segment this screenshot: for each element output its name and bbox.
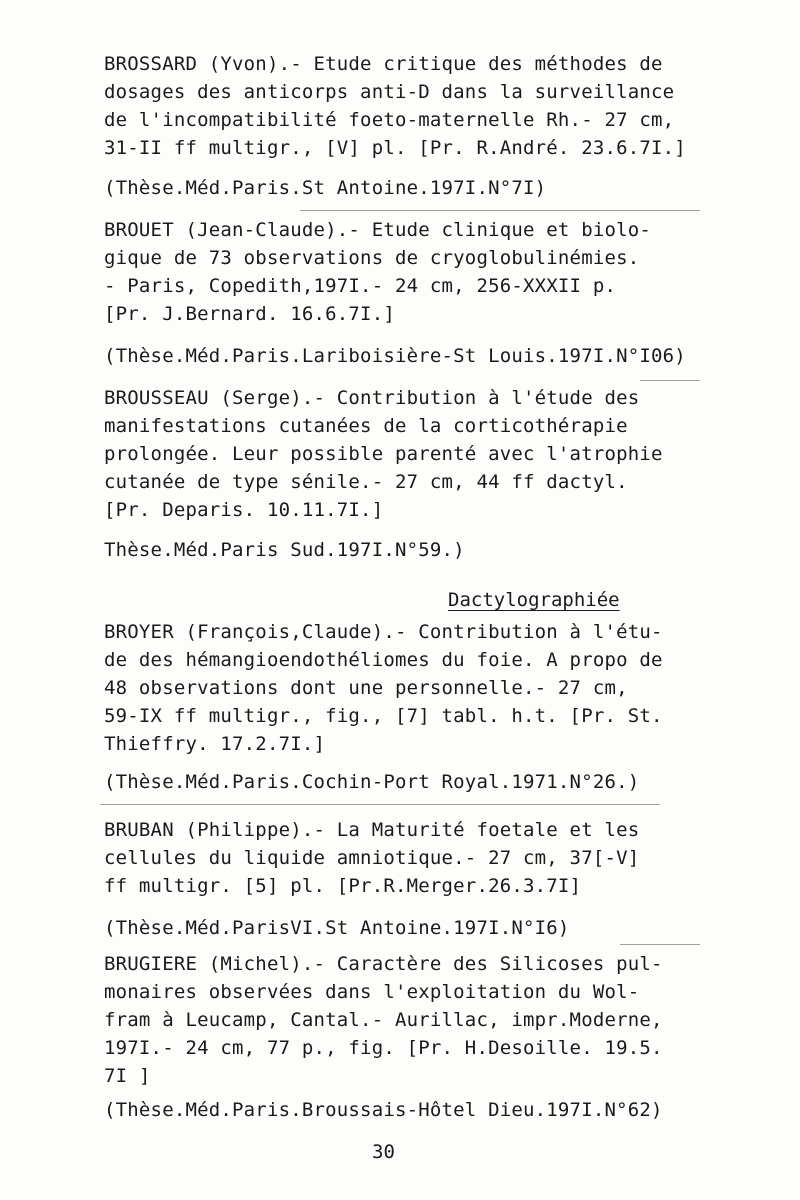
entry-line: 31-II ff multigr., [V] pl. [Pr. R.André. 23.6.7I.] <box>104 137 686 159</box>
entry-line: [Pr. Deparis. 10.11.7I.] <box>104 499 384 521</box>
thesis-reference: (Thèse.Méd.Paris.Broussais-Hôtel Dieu.197I.N°62) <box>104 1099 663 1121</box>
entry-line: BROUSSEAU (Serge).- Contribution à l'étude des <box>104 387 640 409</box>
entry-line: fram à Leucamp, Cantal.- Aurillac, impr.Moderne, <box>104 1009 663 1031</box>
bibliography-entry <box>104 618 704 758</box>
separator-rule <box>300 210 700 211</box>
entry-line: BROYER (François,Claude).- Contribution à l'étu- <box>104 621 663 643</box>
entry-line: 197I.- 24 cm, 77 p., fig. [Pr. H.Desoille. 19.5. <box>104 1037 663 1059</box>
bibliography-entry <box>104 950 704 1090</box>
thesis-reference: (Thèse.Méd.Paris.Lariboisière-St Louis.197I.N°I06) <box>104 345 686 367</box>
entry-line: [Pr. J.Bernard. 16.6.7I.] <box>104 303 395 325</box>
entry-line: - Paris, Copedith,197I.- 24 cm, 256-XXXII p. <box>104 275 617 297</box>
entry-line: 48 observations dont une personnelle.- 27 cm, <box>104 677 628 699</box>
bibliography-entry <box>104 816 704 900</box>
entry-line: BROUET (Jean-Claude).- Etude clinique et biolo- <box>104 219 652 241</box>
entry-line: gique de 73 observations de cryoglobulinémies. <box>104 247 640 269</box>
separator-rule <box>640 380 700 381</box>
entry-line: 59-IX ff multigr., fig., [7] tabl. h.t. [Pr. St. <box>104 705 663 727</box>
entry-line: de des hémangioendothéliomes du foie. A propo de <box>104 649 663 671</box>
bibliography-entry <box>104 384 704 524</box>
separator-rule <box>620 944 700 945</box>
entry-line: BRUGIERE (Michel).- Caractère des Silicoses pul- <box>104 953 663 975</box>
entry-line: prolongée. Leur possible parenté avec l'atrophie <box>104 443 663 465</box>
page-number: 30 <box>372 1141 395 1163</box>
entry-line: Thieffry. 17.2.7I.] <box>104 733 326 755</box>
entry-line: dosages des anticorps anti-D dans la surveillance <box>104 81 675 103</box>
thesis-reference: Thèse.Méd.Paris Sud.197I.N°59.) <box>104 539 465 561</box>
entry-line: 7I ] <box>104 1065 151 1087</box>
entry-line: ff multigr. [5] pl. [Pr.R.Merger.26.3.7I] <box>104 875 582 897</box>
entry-line: cutanée de type sénile.- 27 cm, 44 ff dactyl. <box>104 471 628 493</box>
thesis-reference: (Thèse.Méd.Paris.Cochin-Port Royal.1971.N°26.) <box>104 771 640 793</box>
thesis-reference: (Thèse.Méd.ParisVI.St Antoine.197I.N°I6) <box>104 917 570 939</box>
section-label: Dactylographiée <box>448 589 620 611</box>
entry-line: BROSSARD (Yvon).- Etude critique des méthodes de <box>104 53 663 75</box>
bibliography-entry <box>104 216 704 328</box>
entry-line: cellules du liquide amniotique.- 27 cm, 37[-V] <box>104 847 640 869</box>
bibliography-entry <box>104 50 704 162</box>
entry-line: monaires observées dans l'exploitation du Wol- <box>104 981 640 1003</box>
entry-line: de l'incompatibilité foeto-maternelle Rh.- 27 cm, <box>104 109 675 131</box>
entry-line: manifestations cutanées de la corticothérapie <box>104 415 628 437</box>
thesis-reference: (Thèse.Méd.Paris.St Antoine.197I.N°7I) <box>104 177 547 199</box>
entry-line: BRUBAN (Philippe).- La Maturité foetale et les <box>104 819 640 841</box>
separator-rule <box>100 804 660 805</box>
